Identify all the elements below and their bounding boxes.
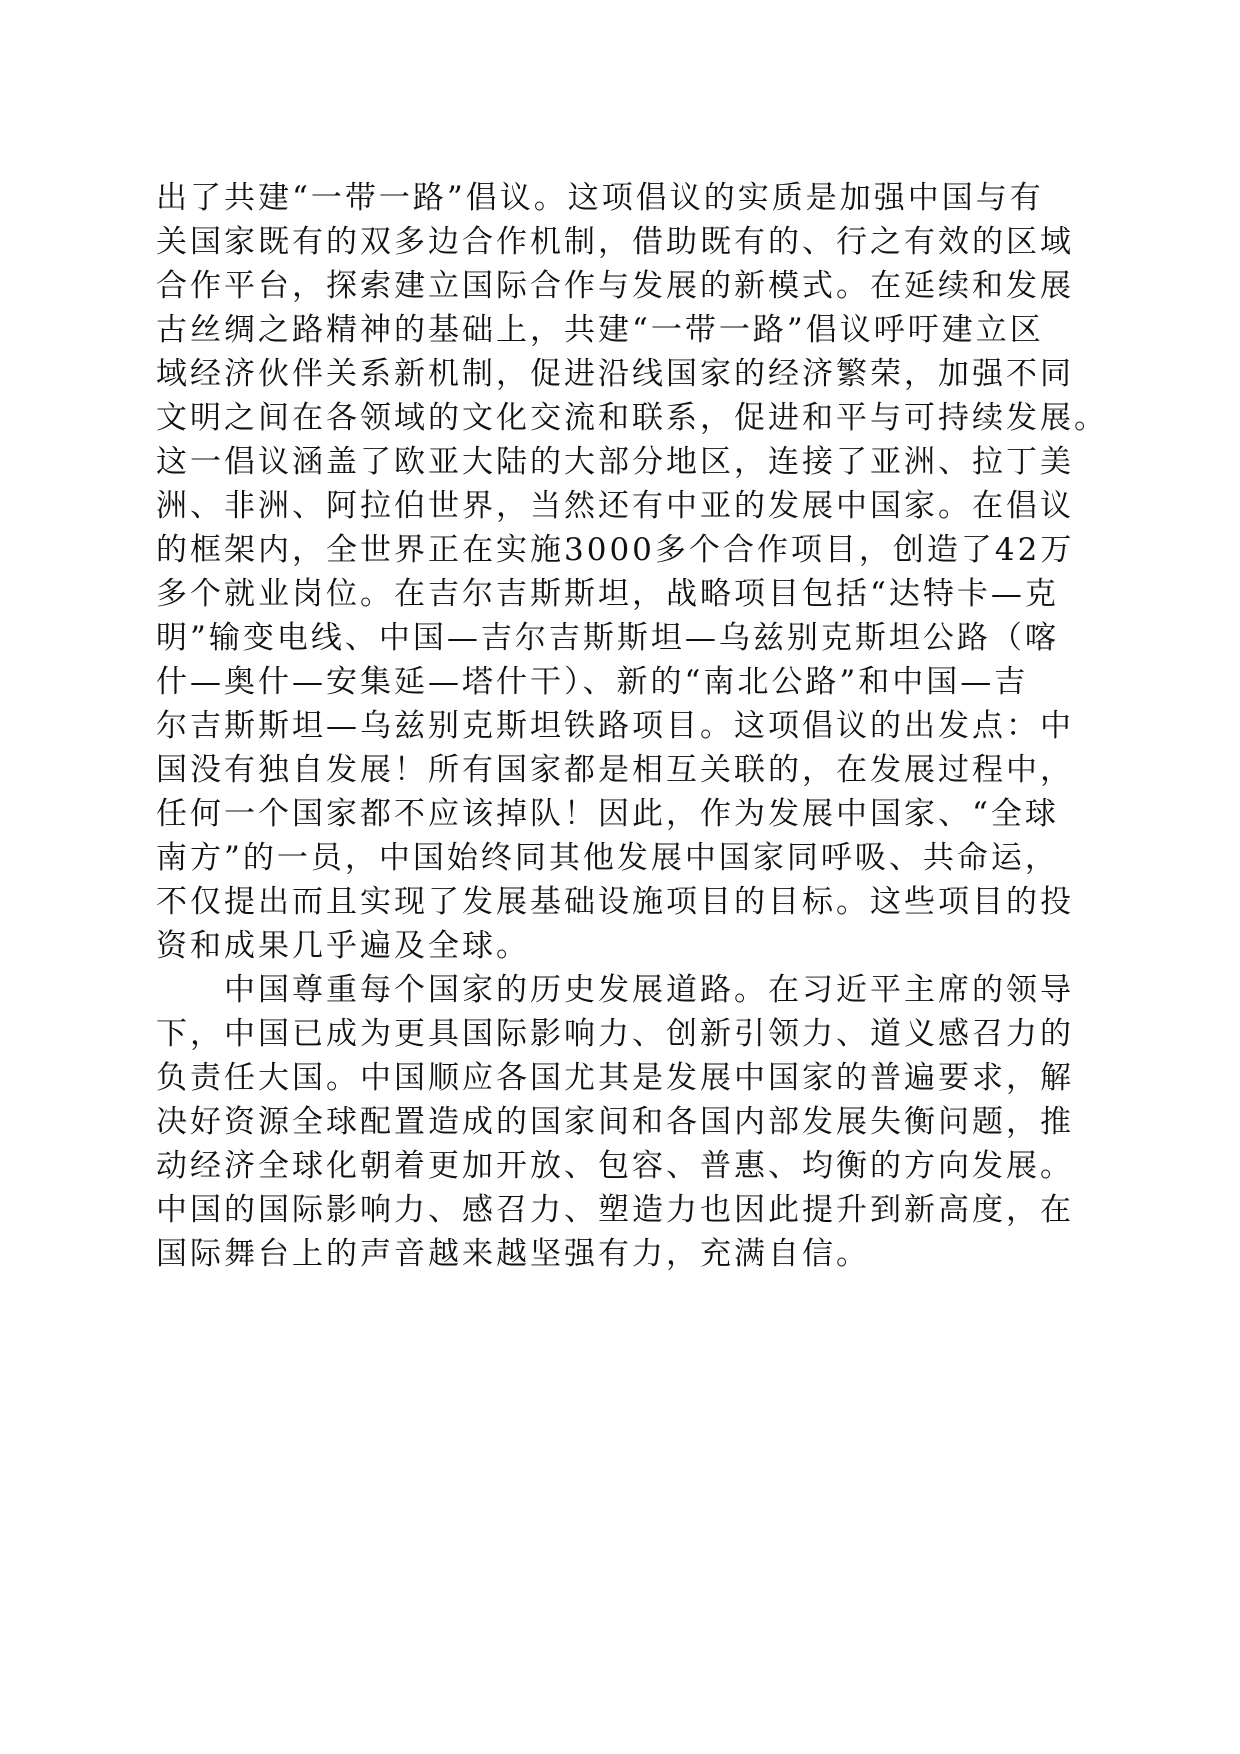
text-line: 国际舞台上的声音越来越坚强有力，充满自信。 bbox=[156, 1236, 870, 1272]
text-line: 文明之间在各领域的文化交流和联系，促进和平与可持续发展。 bbox=[156, 400, 1108, 436]
text-line: 明”输变电线、中国—吉尔吉斯斯坦—乌兹别克斯坦公路（喀 bbox=[156, 620, 1059, 656]
text-line: 中国的国际影响力、感召力、塑造力也因此提升到新高度，在 bbox=[156, 1192, 1074, 1228]
text-line: 什—奥什—安集延—塔什干）、新的“南北公路”和中国—吉 bbox=[156, 664, 1029, 700]
text-line: 的框架内，全世界正在实施3000多个合作项目，创造了42万 bbox=[156, 532, 1075, 568]
text-line: 合作平台，探索建立国际合作与发展的新模式。在延续和发展 bbox=[156, 268, 1074, 304]
text-line: 不仅提出而且实现了发展基础设施项目的目标。这些项目的投 bbox=[156, 884, 1074, 920]
text-line: 南方”的一员，中国始终同其他发展中国家同呼吸、共命运， bbox=[156, 840, 1059, 876]
text-line: 洲、非洲、阿拉伯世界，当然还有中亚的发展中国家。在倡议 bbox=[156, 488, 1074, 524]
text-line: 动经济全球化朝着更加开放、包容、普惠、均衡的方向发展。 bbox=[156, 1148, 1074, 1184]
text-line: 域经济伙伴关系新机制，促进沿线国家的经济繁荣，加强不同 bbox=[156, 356, 1074, 392]
text-line: 任何一个国家都不应该掉队！因此，作为发展中国家、“全球 bbox=[156, 796, 1059, 832]
text-line: 这一倡议涵盖了欧亚大陆的大部分地区，连接了亚洲、拉丁美 bbox=[156, 444, 1074, 480]
text-line: 负责任大国。中国顺应各国尤其是发展中国家的普遍要求，解 bbox=[156, 1060, 1074, 1096]
text-line: 资和成果几乎遍及全球。 bbox=[156, 928, 530, 964]
text-line: 尔吉斯斯坦—乌兹别克斯坦铁路项目。这项倡议的出发点：中 bbox=[156, 708, 1074, 744]
text-line: 中国尊重每个国家的历史发展道路。在习近平主席的领导 bbox=[224, 972, 1074, 1008]
body-text bbox=[156, 176, 1108, 1276]
text-line: 决好资源全球配置造成的国家间和各国内部发展失衡问题，推 bbox=[156, 1104, 1074, 1140]
text-line: 多个就业岗位。在吉尔吉斯斯坦，战略项目包括“达特卡—克 bbox=[156, 576, 1059, 612]
text-line: 出了共建“一带一路”倡议。这项倡议的实质是加强中国与有 bbox=[156, 180, 1044, 216]
paragraph-2 bbox=[156, 968, 1096, 1276]
text-line: 国没有独自发展！所有国家都是相互关联的，在发展过程中， bbox=[156, 752, 1074, 788]
text-line: 关国家既有的双多边合作机制，借助既有的、行之有效的区域 bbox=[156, 224, 1074, 260]
text-line: 古丝绸之路精神的基础上，共建“一带一路”倡议呼吁建立区 bbox=[156, 312, 1044, 348]
text-line: 下，中国已成为更具国际影响力、创新引领力、道义感召力的 bbox=[156, 1016, 1074, 1052]
paragraph-1 bbox=[156, 176, 1108, 968]
